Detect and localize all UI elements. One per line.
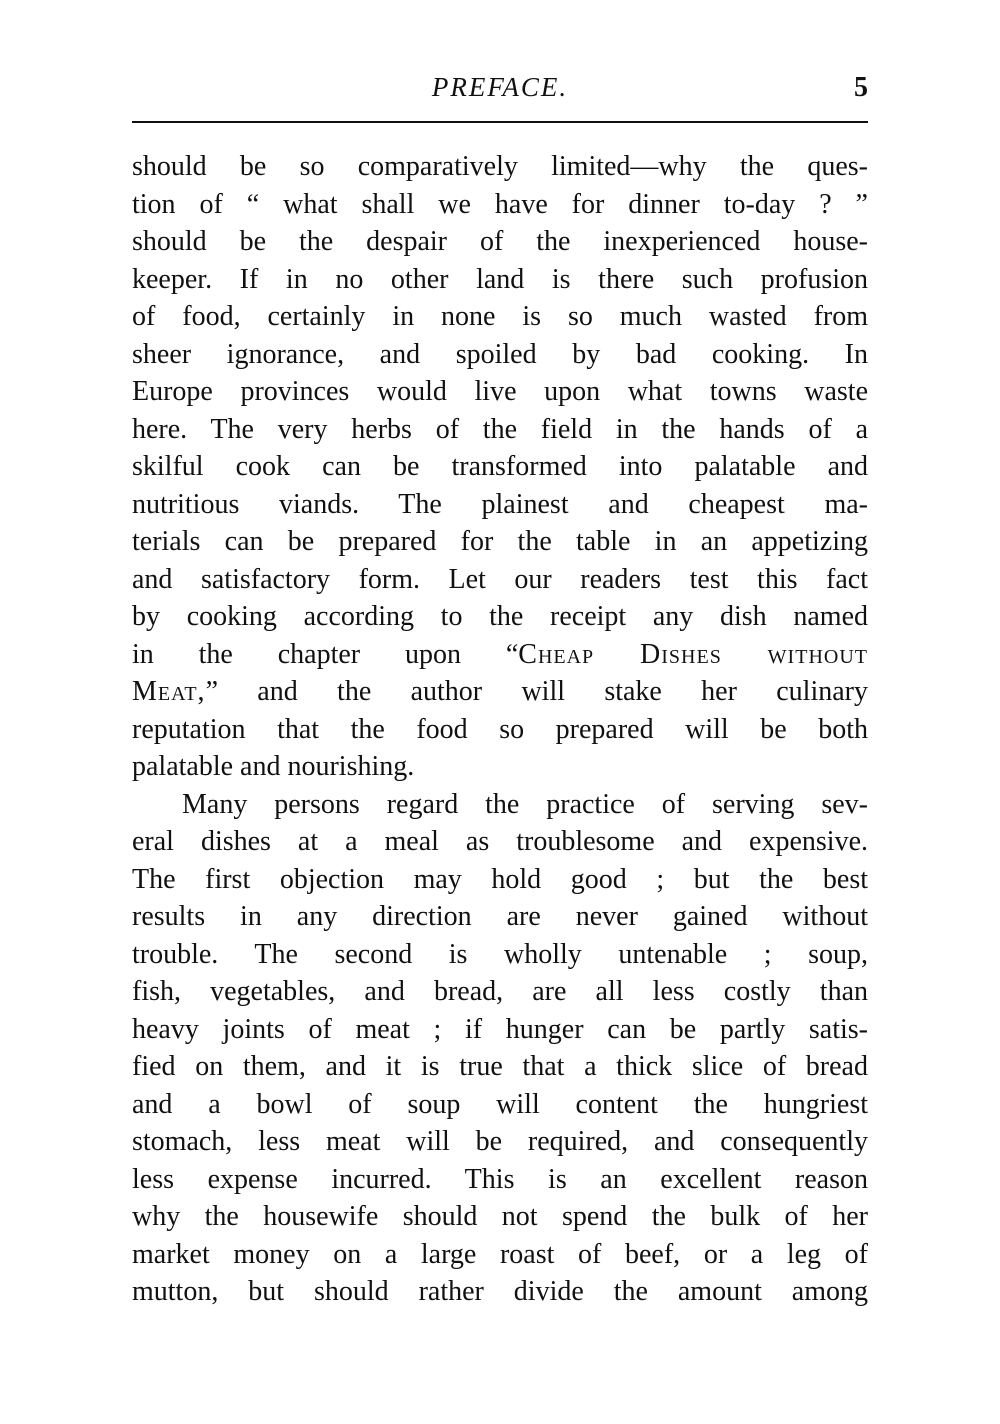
- header-rule: [132, 121, 868, 123]
- text-line: results in any direction are never gained without: [132, 901, 868, 932]
- smallcaps-fragment: Meat,: [132, 676, 206, 707]
- page-number: 5: [854, 72, 868, 103]
- text-fragment: ” and the author will stake her culinary: [205, 676, 868, 707]
- body-text: [132, 148, 868, 1311]
- text-line: why the housewife should not spend the bulk of her: [132, 1201, 868, 1232]
- text-line: by cooking according to the receipt any dish named: [132, 601, 868, 632]
- text-line: The first objection may hold good ; but the best: [132, 863, 868, 895]
- text-line: here. The very herbs of the field in the hands of a: [132, 413, 868, 445]
- text-fragment: in the chapter upon “: [132, 638, 519, 670]
- text-line: nutritious viands. The plainest and cheapest ma-: [132, 488, 868, 520]
- text-line: of food, certainly in none is so much wasted from: [132, 301, 868, 332]
- text-line: tion of “ what shall we have for dinner to-day ? ”: [132, 188, 868, 220]
- text-line: heavy joints of meat ; if hunger can be partly satis-: [132, 1013, 868, 1045]
- text-line: should be the despair of the inexperienced house-: [132, 226, 868, 257]
- text-line: sheer ignorance, and spoiled by bad cooking. In: [132, 338, 868, 370]
- running-head: [132, 72, 868, 112]
- text-line: market money on a large roast of beef, or a leg of: [132, 1238, 868, 1270]
- smallcaps-fragment: Cheap Dishes without: [518, 638, 868, 670]
- text-line: trouble. The second is wholly untenable ; soup,: [132, 938, 868, 970]
- text-line: skilful cook can be transformed into palatable and: [132, 451, 868, 482]
- text-line: eral dishes at a meal as troublesome and expensive.: [132, 826, 868, 857]
- text-line: mutton, but should rather divide the amount among: [132, 1276, 868, 1307]
- running-title: PREFACE.: [431, 72, 569, 102]
- text-line: and satisfactory form. Let our readers test this fact: [132, 563, 868, 595]
- text-line: Europe provinces would live upon what towns waste: [132, 376, 868, 407]
- text-line: reputation that the food so prepared will be both: [132, 713, 868, 745]
- text-line: keeper. If in no other land is there such profusion: [132, 263, 868, 295]
- text-line: palatable and nourishing.: [132, 751, 415, 782]
- text-line: fied on them, and it is true that a thick slice of bread: [132, 1051, 868, 1082]
- text-line: should be so comparatively limited—why the ques-: [132, 151, 868, 182]
- text-line: terials can be prepared for the table in an appetizing: [132, 526, 868, 557]
- text-line: Many persons regard the practice of serving sev-: [182, 788, 868, 820]
- text-line: and a bowl of soup will content the hungriest: [132, 1088, 868, 1120]
- text-line: less expense incurred. This is an excellent reason: [132, 1163, 868, 1195]
- text-line-smallcaps: [132, 673, 868, 711]
- text-line-smallcaps: [132, 636, 868, 674]
- text-line: fish, vegetables, and bread, are all less costly than: [132, 976, 868, 1007]
- text-line: stomach, less meat will be required, and consequently: [132, 1126, 868, 1157]
